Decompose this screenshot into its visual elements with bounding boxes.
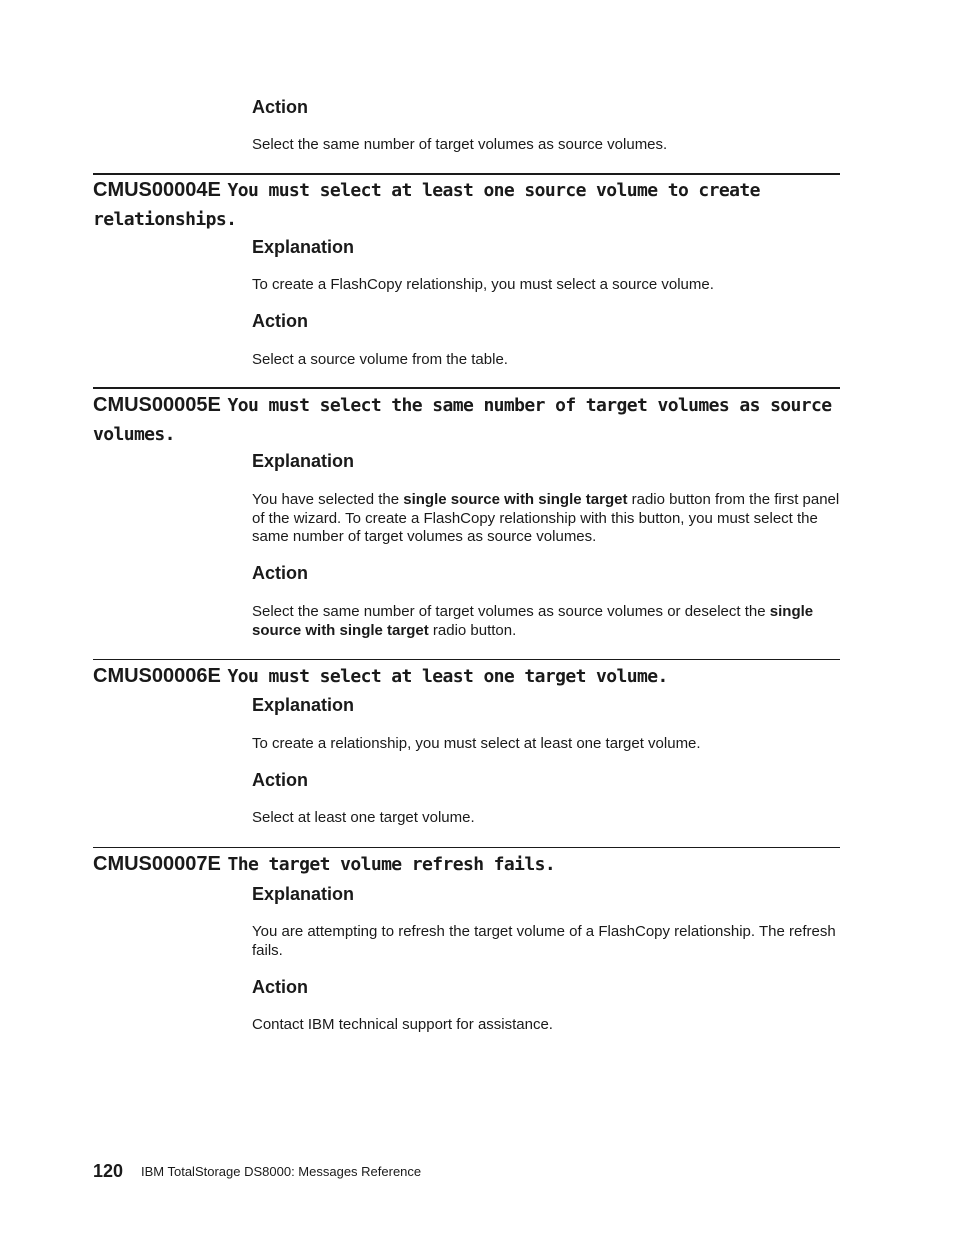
explanation-heading: Explanation bbox=[252, 451, 355, 471]
message-text: You must select the same number of target volumes as source volumes. bbox=[93, 395, 832, 445]
explanation-text-part: You have selected the bbox=[252, 491, 404, 508]
page-number: 120 bbox=[93, 1161, 124, 1181]
action-text-part: radio button. bbox=[428, 621, 517, 639]
action-text: Select at least one target volume. bbox=[252, 809, 475, 826]
explanation-heading: Explanation bbox=[252, 237, 355, 257]
message-text: You must select at least one target volume. bbox=[227, 666, 668, 687]
action-text bbox=[252, 603, 840, 640]
radio-option-name: single source with single target bbox=[403, 491, 628, 508]
section-divider bbox=[93, 173, 840, 175]
message-text: You must select at least one source volume to create relationships. bbox=[93, 180, 760, 230]
section-divider bbox=[93, 387, 840, 389]
action-heading: Action bbox=[252, 311, 308, 331]
explanation-heading: Explanation bbox=[252, 695, 355, 715]
explanation-text: You are attempting to refresh the target volume of a FlashCopy relationship. The refresh fails. bbox=[252, 923, 836, 959]
message-text: The target volume refresh fails. bbox=[227, 854, 556, 875]
message-id: CMUS00005E bbox=[93, 394, 221, 416]
action-text-part: Select the same number of target volumes as source volumes or deselect the bbox=[252, 603, 770, 620]
explanation-heading: Explanation bbox=[252, 884, 355, 904]
explanation-text: To create a FlashCopy relationship, you must select a source volume. bbox=[252, 276, 714, 293]
explanation-text: To create a relationship, you must select at least one target volume. bbox=[252, 735, 701, 752]
explanation-text-part: radio button from the first panel of the wizard. To create a FlashCopy relationship with this button, you must select the same number of target volumes as source volumes. bbox=[252, 491, 840, 545]
message-id: CMUS00006E bbox=[93, 665, 221, 687]
message-id: CMUS00004E bbox=[93, 179, 221, 201]
action-heading: Action bbox=[252, 97, 308, 117]
action-text: Contact IBM technical support for assistance. bbox=[252, 1016, 553, 1033]
section-divider bbox=[93, 847, 840, 848]
message-title-cmus00004e bbox=[93, 176, 840, 233]
action-text: Select a source volume from the table. bbox=[252, 351, 508, 368]
message-title-cmus00006e bbox=[93, 662, 840, 691]
section-divider bbox=[93, 659, 840, 660]
message-title-cmus00005e bbox=[93, 391, 840, 448]
explanation-text bbox=[252, 491, 840, 547]
action-heading: Action bbox=[252, 977, 308, 997]
action-heading: Action bbox=[252, 770, 308, 790]
message-title-cmus00007e bbox=[93, 850, 840, 879]
message-id: CMUS00007E bbox=[93, 853, 221, 875]
document-title: IBM TotalStorage DS8000: Messages Reference bbox=[141, 1164, 422, 1179]
action-text: Select the same number of target volumes as source volumes. bbox=[252, 136, 668, 153]
action-heading: Action bbox=[252, 563, 308, 583]
radio-option-name: single source with single target bbox=[252, 603, 814, 639]
